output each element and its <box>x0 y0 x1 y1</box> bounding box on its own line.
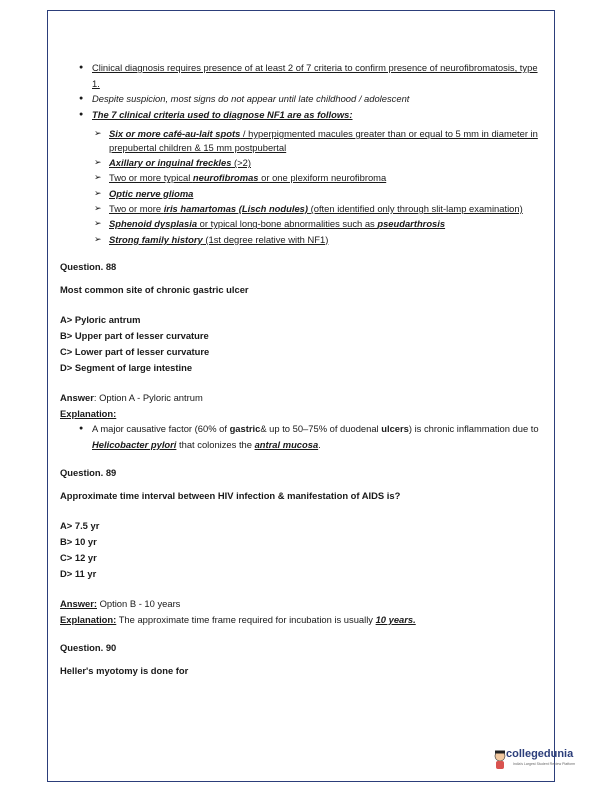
criterion-cafe-au-lait: ➢ Six or more café-au-lait spots / hyperpigmented macules greater than or equal to 5 mm in diameter in prepubertal children & 15 mm postpubertal <box>60 127 545 155</box>
question-88-answer: Answer: Option A - Pyloric antrum <box>60 392 203 404</box>
nf1-bullet-suspicion: ● Despite suspicion, most signs do not appear until late childhood / adolescent <box>60 91 545 107</box>
collegedunia-logo: collegedunia India's Largest Student Review Platform <box>493 748 563 776</box>
question-90-text: Heller's myotomy is done for <box>60 664 189 676</box>
criterion-sphenoid-dysplasia: ➢ Sphenoid dysplasia or typical long-bone abnormalities such as pseudarthrosis <box>60 217 545 231</box>
question-89-explanation: Explanation: The approximate time frame required for incubation is usually 10 years. <box>60 613 416 625</box>
question-88-text: Most common site of chronic gastric ulcer <box>60 283 249 295</box>
question-89-answer: Answer: Option B - 10 years <box>60 598 181 610</box>
option: C> 12 yr <box>60 552 97 564</box>
question-89-number: Question. 89 <box>60 467 117 479</box>
criterion-lisch-nodules: ➢ Two or more iris hamartomas (Lisch nodules) (often identified only through slit-lamp examination) <box>60 202 545 216</box>
criterion-neurofibromas: ➢ Two or more typical neurofibromas or one plexiform neurofibroma <box>60 171 545 185</box>
nf1-bullet-list <box>60 60 545 122</box>
question-88-explanation-label: Explanation: <box>60 407 117 419</box>
option: B> 10 yr <box>60 536 97 548</box>
option: A> 7.5 yr <box>60 520 100 532</box>
question-88-options <box>60 312 545 376</box>
option: B> Upper part of lesser curvature <box>60 330 209 342</box>
nf1-bullet-diagnosis: ● Clinical diagnosis requires presence of at least 2 of 7 criteria to confirm presence of neurofibromatosis, type 1. <box>60 60 545 91</box>
question-90-number: Question. 90 <box>60 642 117 654</box>
question-89-text: Approximate time interval between HIV infection & manifestation of AIDS is? <box>60 489 401 501</box>
option: D> 11 yr <box>60 568 97 580</box>
question-89-options <box>60 518 545 582</box>
option: A> Pyloric antrum <box>60 314 141 326</box>
criterion-optic-glioma: ➢ Optic nerve glioma <box>60 187 545 201</box>
question-88-number: Question. 88 <box>60 261 117 273</box>
question-88-explanation: ● A major causative factor (60% of gastric& up to 50–75% of duodenal ulcers) is chronic inflammation due to Helicobacter pylori that colonizes the antral mucosa. <box>60 421 545 452</box>
document-body <box>60 60 545 678</box>
nf1-criteria-list <box>60 127 545 246</box>
nf1-bullet-criteria-heading: ● The 7 clinical criteria used to diagnose NF1 are as follows: <box>60 107 545 123</box>
option: D> Segment of large intestine <box>60 362 193 374</box>
criterion-family-history: ➢ Strong family history (1st degree relative with NF1) <box>60 233 545 247</box>
option: C> Lower part of lesser curvature <box>60 346 210 358</box>
criterion-freckles: ➢ Axillary or inguinal freckles (>2) <box>60 156 545 170</box>
mascot-icon <box>493 750 507 770</box>
